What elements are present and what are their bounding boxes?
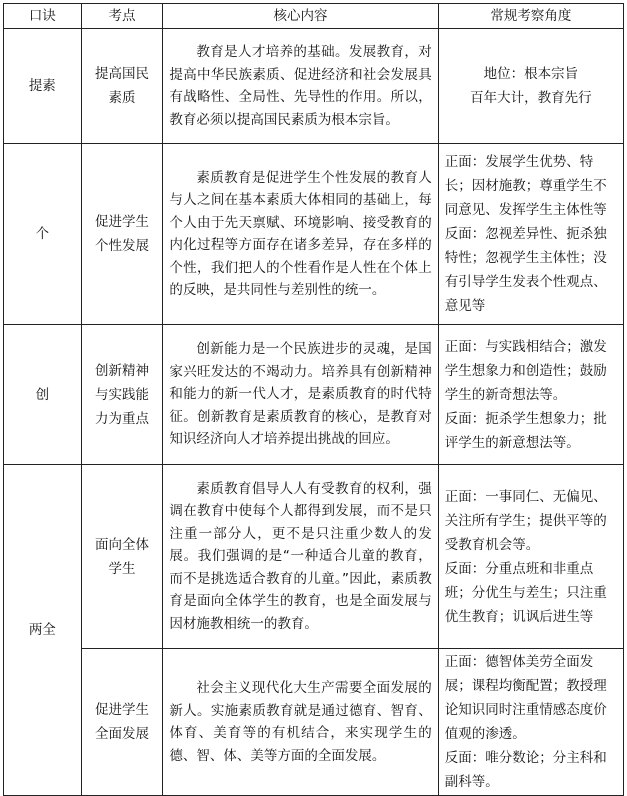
- mnemonic-text: 两全: [28, 622, 56, 638]
- point-text: 促进学生 个性发展: [95, 214, 149, 254]
- content-text: 教育是人才培养的基础。发展教育，对提高中华民族素质、促进经济和社会发展具有战略性、全局性、先导性的作用。所以，教育必须以提高国民素质为根本宗旨。: [169, 44, 432, 128]
- table-row: [4, 29, 624, 144]
- angles-cell: [438, 325, 623, 465]
- content-cell: [163, 465, 438, 649]
- table-row: [4, 649, 624, 796]
- point-cell: [81, 325, 163, 465]
- point-text: 面向全体 学生: [95, 536, 149, 577]
- header-point: 考点: [81, 4, 163, 29]
- angles-text: 地位：根本宗旨 百年大计，教育先行: [470, 66, 592, 106]
- mnemonic-text: 个: [35, 226, 50, 242]
- angles-cell: [438, 465, 623, 649]
- content-cell: [163, 325, 438, 465]
- point-text: 创新精神 与实践能 力为重点: [95, 362, 149, 427]
- point-cell: [81, 144, 163, 325]
- table-row: [4, 465, 624, 649]
- mnemonic-cell: [4, 144, 82, 325]
- content-cell: [163, 29, 438, 144]
- point-text: 提高国民 素质: [95, 66, 149, 106]
- point-cell: [81, 649, 163, 796]
- mnemonic-cell: [4, 29, 82, 144]
- angles-cell: [438, 29, 623, 144]
- header-core-content: 核心内容: [163, 4, 438, 29]
- content-cell: [163, 144, 438, 325]
- angles-text: 正面：德智体美劳全面发展；课程均衡配置；教授理论知识同时注重情感态度价值观的渗透。 反面：唯分数论；分主科和副科等。: [444, 654, 607, 790]
- angles-text: 正面：与实践相结合；激发学生想象力和创造性；鼓励学生的新奇想法等。 反面：扼杀学生想象力；批评学生的新意想法等。: [444, 338, 607, 451]
- point-cell: [81, 29, 163, 144]
- content-text: 社会主义现代化大生产需要全面发展的新人。实施素质教育就是通过德育、智育、体育、美育等的有机结合，来实现学生的德、智、体、美等方面的全面发展。: [169, 680, 432, 764]
- quality-education-table: [3, 3, 624, 796]
- point-text: 促进学生 全面发展: [95, 702, 149, 742]
- angles-text: 正面：一事同仁、无偏见、关注所有学生；提供平等的受教育机会等。 反面：分重点班和非重点班；分优生与差生；只注重优生教育；讥讽后进生等: [444, 488, 607, 625]
- angles-cell: [438, 144, 623, 325]
- content-text: 素质教育倡导人人有受教育的权利，强调在教育中使每个人都得到发展，而不是只注重一部分人，更不是只注重少数人的发展。我们强调的是“一种适合儿童的教育，而不是挑选适合教育的儿童。”因此，素质教育是面向全体学生的教育，也是全面发展与因材施教相统一的教育。: [169, 480, 432, 632]
- table-header-row: [4, 4, 624, 29]
- table-row: [4, 325, 624, 465]
- mnemonic-text: 创: [35, 386, 50, 403]
- mnemonic-text: 提素: [28, 78, 56, 94]
- angles-text: 正面：发展学生优势、特长；因材施教；尊重学生不同意见、发挥学生主体性等 反面：忽视差异性、扼杀独特性；忽视学生主体性；没有引导学生发表个性观点、意见等: [444, 154, 607, 314]
- point-cell: [81, 465, 163, 649]
- content-text: 创新能力是一个民族进步的灵魂，是国家兴旺发达的不竭动力。培养具有创新精神和能力的新一代人才，是素质教育的时代特征。创新教育是素质教育的核心，是教育对知识经济向人才培养提出挑战的回应。: [169, 341, 432, 448]
- mnemonic-cell: [4, 465, 82, 796]
- table-row: [4, 144, 624, 325]
- mnemonic-cell: [4, 325, 82, 465]
- content-text: 素质教育是促进学生个性发展的教育人与人之间在基本素质大体相同的基础上，每个人由于先天禀赋、环境影响、接受教育的内化过程等方面存在诸多差异，存在多样的个性，我们把人的个性看作是人性在个体上的反映，是共同性与差别性的统一。: [169, 169, 432, 298]
- header-exam-angles: 常规考察角度: [438, 4, 623, 29]
- angles-cell: [438, 649, 623, 796]
- content-cell: [163, 649, 438, 796]
- header-mnemonic: 口诀: [4, 4, 82, 29]
